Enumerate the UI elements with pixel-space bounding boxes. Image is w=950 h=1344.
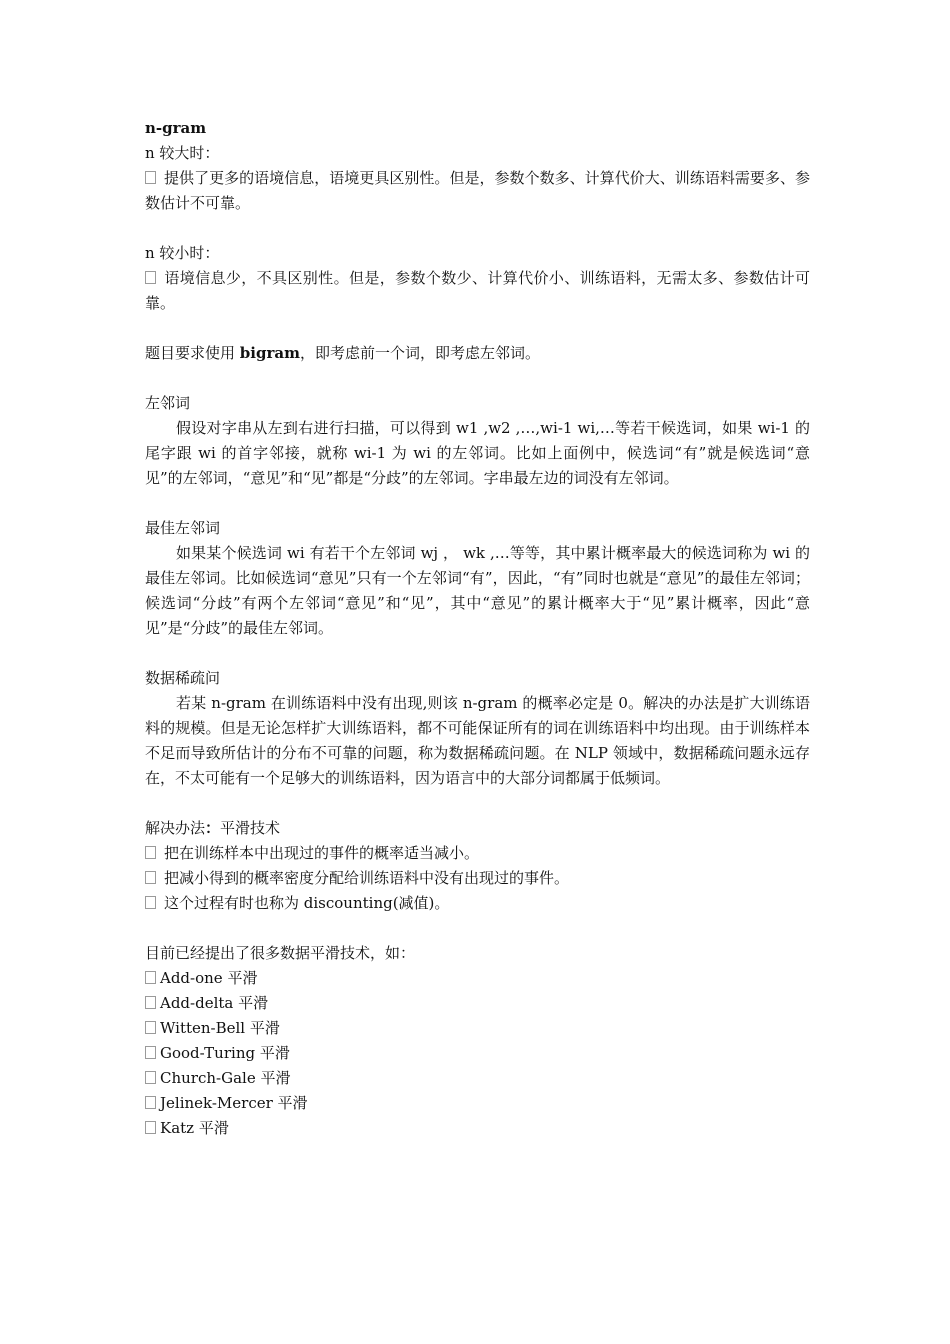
techniques-intro: 目前已经提出了很多数据平滑技术，如： (145, 944, 416, 962)
solution-bullet-text: 这个过程有时也称为 discounting(减值)。 (164, 894, 450, 912)
technique-item (145, 1091, 810, 1116)
checkbox-bullet-icon (145, 271, 156, 284)
blank-line (145, 491, 810, 516)
small-n-bullet (145, 266, 810, 316)
solution-bullet (145, 841, 810, 866)
solution-heading-rest: 平滑技术 (220, 819, 281, 837)
sparse-data-paragraph: 若某 n-gram 在训练语料中没有出现,则该 n-gram 的概率必定是 0。解决的办法是扩大训练语料的规模。但是无论怎样扩大训练语料，都不可能保证所有的词在训练语料中均出现。由于训练样本不足而导致所估计的分布不可靠的问题，称为数据稀疏问题。在 NLP 领域中，数据稀疏问题永远存在，不太可能有一个足够大的训练语料，因为语言中的大部分词都属于低频词。 (145, 694, 810, 787)
technique-item-text: Witten-Bell 平滑 (160, 1019, 280, 1037)
technique-item (145, 991, 810, 1016)
solution-heading (145, 816, 810, 841)
checkbox-bullet-icon (145, 1021, 156, 1034)
checkbox-bullet-icon (145, 1046, 156, 1059)
left-neighbor-heading: 左邻词 (145, 394, 191, 412)
technique-item-text: Add-one 平滑 (160, 969, 258, 987)
solution-bullet (145, 891, 810, 916)
checkbox-bullet-icon (145, 846, 156, 859)
checkbox-bullet-icon (145, 1071, 156, 1084)
blank-line (145, 316, 810, 341)
technique-item (145, 1116, 810, 1141)
blank-line (145, 791, 810, 816)
bigram-term: bigram (239, 344, 300, 362)
solution-bullet-text: 把减小得到的概率密度分配给训练语料中没有出现过的事件。 (164, 869, 570, 887)
large-n-bullet-text: 提供了更多的语境信息，语境更具区别性。但是，参数个数多、计算代价大、训练语料需要多、参数估计不可靠。 (145, 169, 810, 212)
technique-item-text: Jelinek-Mercer 平滑 (160, 1094, 308, 1112)
document-title: n-gram (145, 119, 207, 137)
blank-line (145, 216, 810, 241)
small-n-bullet-text: 语境信息少，不具区别性。但是，参数个数少、计算代价小、训练语料，无需太多、参数估计可靠。 (145, 269, 810, 312)
sparse-data-heading: 数据稀疏问 (145, 669, 221, 687)
checkbox-bullet-icon (145, 1121, 156, 1134)
blank-line (145, 641, 810, 666)
technique-item-text: Add-delta 平滑 (160, 994, 269, 1012)
checkbox-bullet-icon (145, 871, 156, 884)
large-n-bullet (145, 166, 810, 216)
best-left-neighbor-heading: 最佳左邻词 (145, 519, 221, 537)
checkbox-bullet-icon (145, 896, 156, 909)
best-left-neighbor-paragraph: 如果某个候选词 wi 有若干个左邻词 wj ， wk ,…等等，其中累计概率最大的候选词称为 wi 的最佳左邻词。比如候选词“意见”只有一个左邻词“有”，因此，“有”同时也就是“意见”的最佳左邻词；候选词“分歧”有两个左邻词“意见”和“见”，其中“意见”的累计概率大于“见”累计概率，因此“意见”是“分歧”的最佳左邻词。 (145, 544, 810, 637)
technique-item-text: Church-Gale 平滑 (160, 1069, 291, 1087)
solution-bullet (145, 866, 810, 891)
solution-bullet-text: 把在训练样本中出现过的事件的概率适当减小。 (164, 844, 480, 862)
technique-item (145, 1041, 810, 1066)
technique-item (145, 1066, 810, 1091)
checkbox-bullet-icon (145, 171, 156, 184)
technique-item (145, 966, 810, 991)
checkbox-bullet-icon (145, 996, 156, 1009)
technique-item-text: Katz 平滑 (160, 1119, 229, 1137)
solution-heading-colon: ： (205, 819, 221, 837)
blank-line (145, 916, 810, 941)
document-page (145, 116, 810, 1141)
bigram-requirement (145, 341, 810, 366)
bigram-post: ，即考虑前一个词，即考虑左邻词。 (299, 344, 540, 362)
technique-item-text: Good-Turing 平滑 (160, 1044, 290, 1062)
blank-line (145, 366, 810, 391)
bigram-pre: 题目要求使用 (145, 344, 240, 362)
solution-heading-prefix: 解决办法 (145, 819, 206, 837)
large-n-heading: n 较大时： (145, 144, 220, 162)
checkbox-bullet-icon (145, 971, 156, 984)
left-neighbor-paragraph: 假设对字串从左到右进行扫描，可以得到 w1 ,w2 ,…,wi-1 wi,…等若干候选词，如果 wi-1 的尾字跟 wi 的首字邻接，就称 wi-1 为 wi 的左邻词。比如上面例中，候选词“有”就是候选词“意见”的左邻词，“意见”和“见”都是“分歧”的左邻词。字串最左边的词没有左邻词。 (145, 419, 810, 487)
small-n-heading: n 较小时： (145, 244, 220, 262)
checkbox-bullet-icon (145, 1096, 156, 1109)
technique-item (145, 1016, 810, 1041)
